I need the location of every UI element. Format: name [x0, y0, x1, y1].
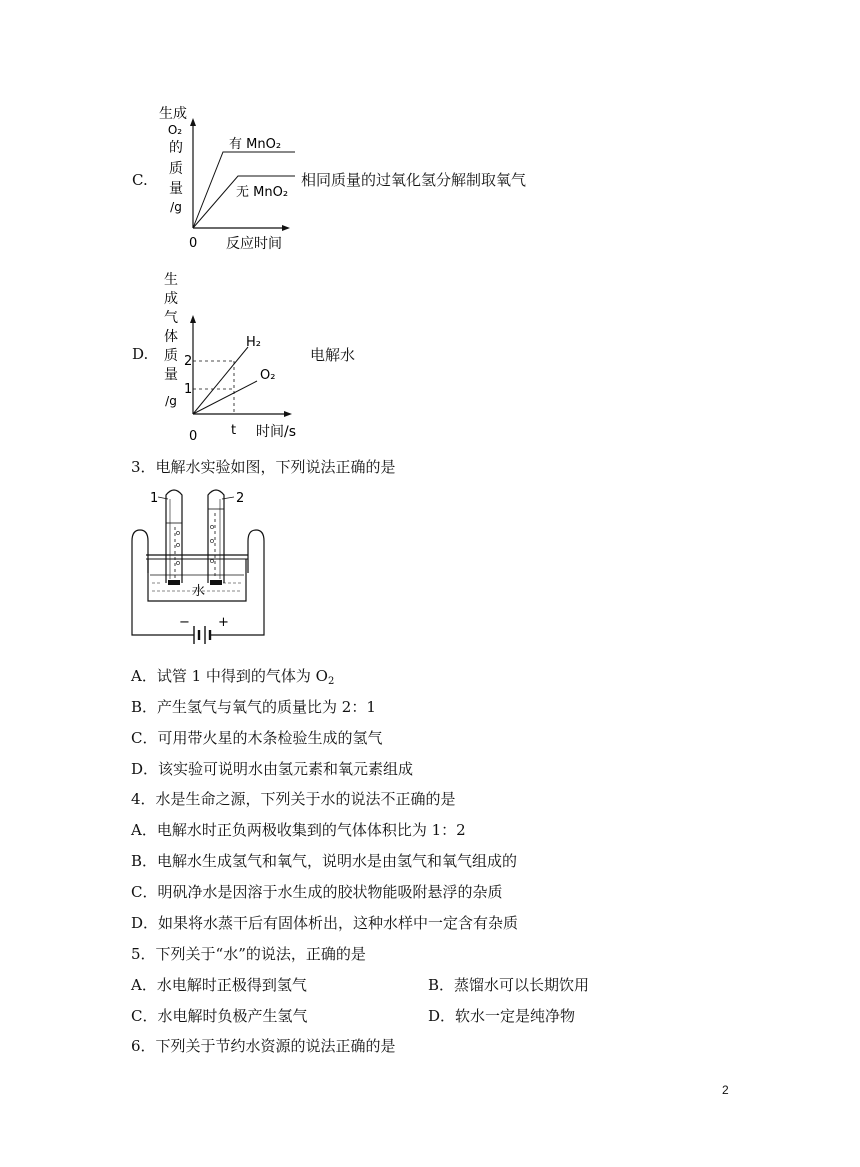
- right-support: [248, 530, 264, 631]
- q5-option-c: C．水电解时负极产生氢气: [131, 1007, 308, 1025]
- battery-minus-label: −: [179, 615, 190, 630]
- graph-d-ylabel-6: /g: [165, 394, 177, 408]
- graph-d-ylabel-3: 体: [164, 329, 178, 345]
- circuit-wire: [132, 631, 194, 635]
- left-support: [132, 530, 148, 631]
- q3-option-b: B．产生氢气与氧气的质量比为 2：1: [131, 698, 376, 716]
- q3-option-d: D．该实验可说明水由氢元素和氧元素组成: [131, 760, 414, 778]
- graph-c-y-arrow: [190, 118, 196, 126]
- q5-stem: 5．下列关于“水”的说法，正确的是: [131, 945, 366, 963]
- graph-c-ylabel-3: 质: [169, 161, 183, 177]
- graph-d-xlabel: 时间/s: [256, 424, 297, 440]
- q5-option-d: D．软水一定是纯净物: [428, 1007, 576, 1025]
- graph-c-ylabel-4: 量: [169, 181, 183, 197]
- graph-d-origin: 0: [189, 429, 198, 444]
- graph-c-ylabel-5: /g: [170, 200, 182, 214]
- bubble: [176, 543, 179, 546]
- graph-d-o2-label: O₂: [260, 368, 276, 383]
- page-number: 2: [722, 1083, 729, 1097]
- graph-d-y-arrow: [190, 315, 196, 323]
- graph-c-ylabel-0: 生成: [159, 106, 187, 122]
- graph-c: [150, 100, 300, 255]
- graph-d-ylabel-2: 气: [164, 310, 178, 326]
- graph-c-ylabel-1: O₂: [167, 123, 183, 137]
- q4-option-c: C．明矾净水是因溶于水生成的胶状物能吸附悬浮的杂质: [131, 883, 503, 901]
- graph-d-tick-2: 2: [184, 354, 193, 369]
- q4-stem: 4．水是生命之源，下列关于水的说法不正确的是: [131, 790, 456, 808]
- graph-d-ylabel-5: 量: [164, 367, 178, 383]
- tube-1-label: 1: [150, 491, 159, 506]
- graph-d-series-o2: [193, 381, 257, 414]
- circuit-wire-right: [210, 631, 264, 635]
- graph-c-xlabel: 反应时间: [226, 236, 282, 252]
- option-d-description: 电解水: [310, 346, 356, 364]
- q5-option-b: B．蒸馏水可以长期饮用: [428, 976, 590, 994]
- bubble: [210, 539, 213, 542]
- graph-d-x-arrow: [284, 411, 292, 417]
- graph-d-series-h2: [193, 347, 248, 414]
- bubble: [176, 531, 179, 534]
- q3-stem: 3．电解水实验如图，下列说法正确的是: [131, 458, 396, 476]
- q5-option-a: A．水电解时正极得到氢气: [131, 976, 307, 994]
- option-c-description: 相同质量的过氧化氢分解制取氧气: [301, 171, 527, 189]
- q3-option-a: A．试管 1 中得到的气体为 $O_2$: [131, 667, 335, 687]
- graph-d: [150, 268, 310, 448]
- q4-option-d: D．如果将水蒸干后有固体析出，这种水样中一定含有杂质: [131, 914, 519, 932]
- graph-d-h2-label: H₂: [246, 335, 261, 350]
- q6-stem: 6．下列关于节约水资源的说法正确的是: [131, 1037, 396, 1055]
- graph-c-series-top-label: 有 MnO₂: [229, 137, 282, 152]
- graph-d-ylabel-0: 生: [164, 272, 178, 288]
- tube-2-label: 2: [236, 491, 245, 506]
- electrolysis-apparatus: [128, 483, 268, 653]
- electrode-2: [210, 580, 222, 585]
- electrode-1: [168, 580, 180, 585]
- battery-plus-label: +: [218, 615, 229, 630]
- graph-c-series-bottom-label: 无 MnO₂: [236, 185, 289, 200]
- graph-d-tick-1: 1: [184, 382, 193, 397]
- bubble: [210, 525, 213, 528]
- q3-option-c: C．可用带火星的木条检验生成的氢气: [131, 729, 383, 747]
- graph-d-ylabel-1: 成: [164, 291, 178, 307]
- tube-2: [208, 490, 224, 583]
- graph-c-ylabel-2: 的: [169, 140, 183, 156]
- option-d-label: D.: [132, 345, 149, 363]
- bubble: [176, 561, 179, 564]
- q4-option-a: A．电解水时正负两极收集到的气体体积比为 1：2: [131, 821, 466, 839]
- bubble: [210, 559, 213, 562]
- graph-c-x-arrow: [282, 225, 290, 231]
- option-c-label: C.: [132, 171, 148, 189]
- tube-1: [166, 490, 182, 583]
- q4-option-b: B．电解水生成氢气和氧气，说明水是由氢气和氧气组成的: [131, 852, 518, 870]
- graph-c-series-without-mno2: [193, 176, 295, 228]
- water-label: 水: [192, 584, 206, 599]
- graph-d-tick-t: t: [231, 423, 237, 438]
- graph-d-ylabel-4: 质: [164, 348, 178, 364]
- graph-c-origin: 0: [189, 236, 198, 251]
